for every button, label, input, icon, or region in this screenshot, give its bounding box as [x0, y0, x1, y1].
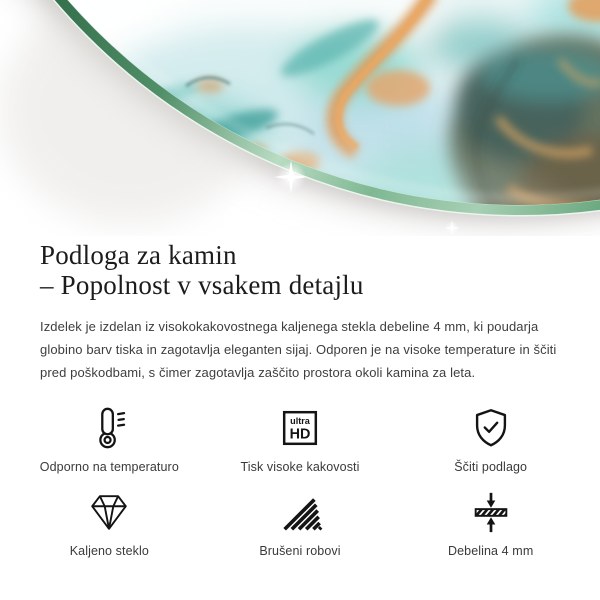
thickness-icon: [468, 488, 514, 536]
feature-tempered-glass: [14, 488, 205, 558]
brushed-edges-icon: [277, 488, 323, 536]
page-title: [0, 240, 600, 300]
product-description: Izdelek je izdelan iz visokokakovostnega kaljenega stekla debeline 4 mm, ki poudarja globino barv tiska in zagotavlja eleganten sijaj. Odporen je na visoke temperature in ščiti pred poškodbami, s čimer zagotavlja zaščito prostora okoli kamina za leta.: [40, 319, 557, 380]
svg-text:HD: HD: [289, 426, 311, 443]
feature-label: Brušeni robovi: [259, 544, 341, 558]
glass-panel-illustration: [0, 0, 600, 236]
feature-protects-surface: [395, 404, 586, 474]
feature-label: Ščiti podlago: [454, 460, 528, 474]
ultra-hd-icon: [277, 404, 323, 452]
thermometer-icon: [86, 404, 132, 452]
feature-label: Debelina 4 mm: [447, 544, 534, 558]
glass-panel-image: [0, 0, 600, 236]
feature-label: Odporno na temperaturo: [39, 460, 179, 474]
feature-label: Tisk visoke kakovosti: [240, 460, 360, 474]
feature-print-quality: [205, 404, 396, 474]
feature-label: Kaljeno steklo: [69, 544, 149, 558]
feature-polished-edges: [205, 488, 396, 558]
feature-grid: [0, 404, 600, 558]
diamond-icon: [86, 488, 132, 536]
svg-text:ultra: ultra: [290, 416, 310, 427]
page-title-line1: Podloga za kamin: [40, 240, 237, 270]
feature-thickness: [395, 488, 586, 558]
page-title-line2: – Popolnost v vsakem detajlu: [40, 270, 364, 300]
feature-temperature: [14, 404, 205, 474]
shield-check-icon: [468, 404, 514, 452]
